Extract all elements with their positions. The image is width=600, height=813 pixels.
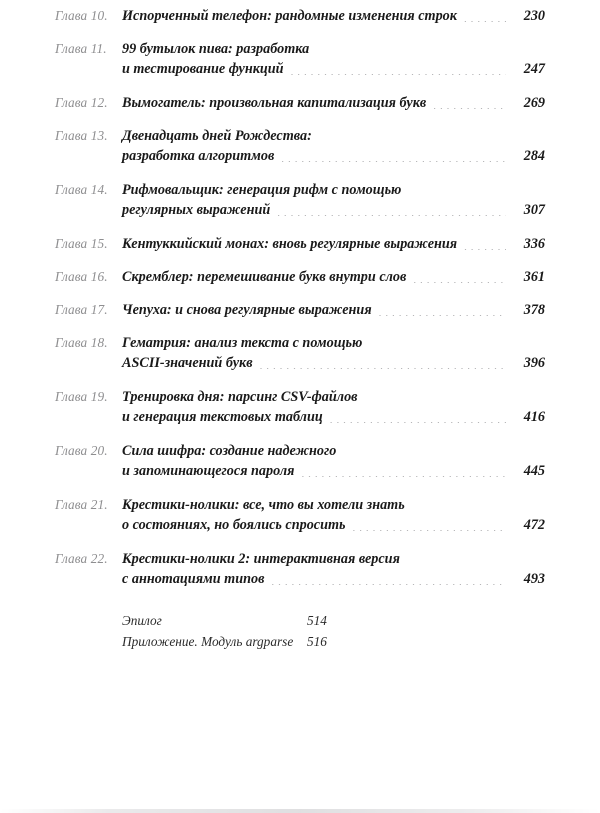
chapter-title-continued: разработка алгоритмов	[122, 148, 275, 164]
chapter-label: Глава 19.	[55, 389, 108, 404]
chapter-title: Крестики-нолики 2: интерактивная версия	[122, 551, 400, 567]
page-number: 336	[523, 236, 545, 252]
dot-leader	[464, 249, 506, 250]
chapter-title-continued: и тестирование функций	[122, 61, 284, 77]
toc-entry-body	[122, 93, 545, 113]
dot-leader	[277, 215, 506, 216]
toc-entry-line	[122, 387, 545, 407]
toc-entry-body	[122, 267, 545, 287]
page-edge-shadow	[0, 809, 600, 813]
page-number: 269	[523, 95, 545, 111]
toc-entry-line	[122, 59, 545, 79]
toc-entry-body	[122, 234, 545, 254]
chapter-title: Вымогатель: произвольная капитализация букв	[122, 95, 427, 111]
chapter-label: Глава 15.	[55, 236, 108, 251]
dot-leader	[330, 422, 506, 423]
toc-entry-line	[122, 549, 545, 569]
toc-entry[interactable]	[55, 126, 545, 166]
backmatter-list	[55, 611, 545, 652]
page-number: 493	[523, 571, 545, 587]
chapter-title-continued: и запоминающегося пароля	[122, 463, 295, 479]
toc-entry[interactable]	[55, 441, 545, 481]
page-number: 472	[523, 517, 545, 533]
chapter-label: Глава 14.	[55, 182, 108, 197]
chapter-title-continued: о состояниях, но боялись спросить	[122, 517, 346, 533]
toc-entry-body	[122, 387, 545, 427]
dot-leader	[379, 315, 506, 316]
chapter-title: Рифмовальщик: генерация рифм с помощью	[122, 182, 402, 198]
toc-entry[interactable]	[55, 495, 545, 535]
toc-entry-body	[122, 300, 545, 320]
chapter-title: Чепуха: и снова регулярные выражения	[122, 302, 372, 318]
toc-entry-body	[122, 180, 545, 220]
chapter-title: Сила шифра: создание надежного	[122, 443, 337, 459]
chapter-title-continued: и генерация текстовых таблиц	[122, 409, 323, 425]
toc-entry-line	[122, 461, 545, 481]
page-number: 514	[307, 613, 327, 628]
toc-entry[interactable]	[55, 549, 545, 589]
dot-leader	[260, 368, 506, 369]
toc-entry-body	[122, 6, 545, 26]
toc-entry-body	[122, 39, 545, 79]
backmatter-title: Эпилог	[122, 613, 162, 628]
toc-entry-line	[122, 39, 545, 59]
chapter-title: Кентуккийский монах: вновь регулярные выражения	[122, 236, 458, 252]
toc-entry-line	[122, 234, 545, 254]
chapter-title: Двенадцать дней Рождества:	[122, 128, 312, 144]
chapter-title: Тренировка дня: парсинг CSV-файлов	[122, 389, 358, 405]
chapter-label: Глава 21.	[55, 497, 108, 512]
backmatter-title: Приложение. Модуль argparse	[122, 633, 294, 649]
backmatter-entry-epilogue[interactable]	[122, 611, 545, 632]
toc-entry[interactable]	[55, 39, 545, 79]
toc-entry-line	[122, 515, 545, 535]
toc-entry[interactable]	[55, 333, 545, 373]
page-number: 284	[523, 148, 545, 164]
page-number: 445	[523, 463, 545, 479]
page-number: 516	[307, 633, 327, 649]
toc-entry-line	[122, 6, 545, 26]
toc-entry[interactable]	[55, 180, 545, 220]
chapter-title: Крестики-нолики: все, что вы хотели знать	[122, 497, 405, 513]
dot-leader	[291, 74, 506, 75]
page-number: 416	[523, 409, 545, 425]
toc-entry-line	[122, 93, 545, 113]
page-number: 247	[523, 61, 545, 77]
page-number: 361	[523, 269, 545, 285]
chapter-title-continued: регулярных выражений	[122, 202, 271, 218]
toc-entry[interactable]	[55, 93, 545, 113]
toc-entry-line	[122, 333, 545, 353]
page-number: 378	[523, 302, 545, 318]
dot-leader	[413, 282, 506, 283]
chapter-title-continued: с аннотациями типов	[122, 571, 265, 587]
toc-entry[interactable]	[55, 6, 545, 26]
dot-leader	[464, 21, 506, 22]
toc-entry-body	[122, 333, 545, 373]
toc-entry-line	[122, 441, 545, 461]
toc-entry-line	[122, 569, 545, 589]
chapter-label: Глава 16.	[55, 269, 108, 284]
toc-entry-line	[122, 200, 545, 220]
toc-entry-line	[122, 353, 545, 373]
toc-entry-line	[122, 267, 545, 287]
toc-entry[interactable]	[55, 267, 545, 287]
toc-entry-body	[122, 441, 545, 481]
page-number: 307	[523, 202, 545, 218]
toc-entry-line	[122, 407, 545, 427]
dot-leader	[433, 108, 506, 109]
toc-entry-body	[122, 126, 545, 166]
toc-entry-line	[122, 180, 545, 200]
chapter-title-continued: ASCII-значений букв	[122, 355, 253, 371]
dot-leader	[281, 161, 506, 162]
chapter-label: Глава 17.	[55, 302, 108, 317]
chapter-title: Гематрия: анализ текста с помощью	[122, 335, 363, 351]
toc-entry-line	[122, 126, 545, 146]
chapter-label: Глава 18.	[55, 335, 108, 350]
chapter-title: 99 бутылок пива: разработка	[122, 41, 310, 57]
backmatter-entry-appendix[interactable]	[122, 632, 545, 653]
toc-entry-body	[122, 549, 545, 589]
toc-entry[interactable]	[55, 300, 545, 320]
chapter-label: Глава 12.	[55, 95, 108, 110]
toc-entry-line	[122, 300, 545, 320]
chapter-label: Глава 10.	[55, 8, 108, 23]
chapter-title: Испорченный телефон: рандомные изменения строк	[122, 8, 457, 24]
page-number: 396	[523, 355, 545, 371]
chapter-label: Глава 20.	[55, 443, 108, 458]
page-number: 230	[523, 8, 545, 24]
chapter-label: Глава 22.	[55, 551, 108, 566]
toc-entry-line	[122, 146, 545, 166]
toc-entry[interactable]	[55, 387, 545, 427]
toc-entry[interactable]	[55, 234, 545, 254]
dot-leader	[301, 476, 506, 477]
chapter-label: Глава 11.	[55, 41, 107, 56]
chapter-title: Скремблер: перемешивание букв внутри слов	[122, 269, 407, 285]
dot-leader	[353, 530, 506, 531]
toc-entry-line	[122, 495, 545, 515]
toc-entry-body	[122, 495, 545, 535]
dot-leader	[271, 584, 506, 585]
chapter-label: Глава 13.	[55, 128, 108, 143]
